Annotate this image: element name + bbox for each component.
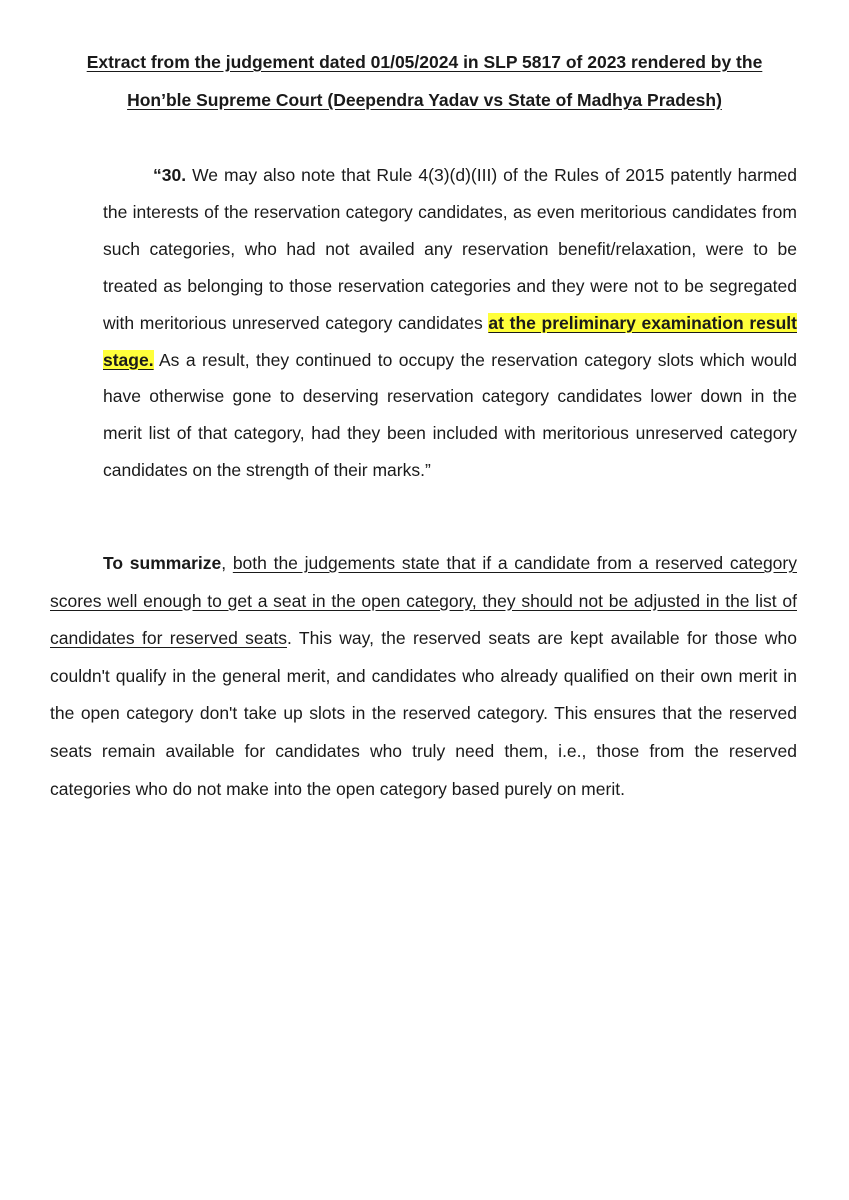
- summary-underlined-text: both the judgements state that if a candidate from a reserved category scores well enough to get a seat in the open category, they should not be adjusted in the list of candidates for reserved seats: [50, 553, 797, 649]
- document-title-line-2: Hon’ble Supreme Court (Deependra Yadav vs State of Madhya Pradesh): [127, 90, 722, 110]
- summary-rest-text: . This way, the reserved seats are kept available for those who couldn't qualify in the general merit, and candidates who already qualified on their own merit in the open category don't take up slots in the reserved category. This ensures that the reserved seats remain available for candidates who truly need them, i.e., those from the reserved categories who do not make into the open category based purely on merit.: [50, 628, 798, 799]
- quote-open-mark: “: [153, 165, 162, 185]
- document-title-line-1: Extract from the judgement dated 01/05/2024 in SLP 5817 of 2023 rendered by the: [86, 52, 763, 72]
- paragraph-number: 30.: [161, 165, 187, 185]
- summary-comma: ,: [221, 553, 233, 573]
- quote-text-after-highlight: As a result, they continued to occupy the reservation category slots which would have otherwise gone to deserving reservation category candidates lower down in the merit list of that category, had they been included with meritorious unreserved category candidates on the strength of their marks.”: [103, 349, 797, 481]
- summary-paragraph: [50, 545, 797, 808]
- quoted-paragraph-30: [103, 157, 797, 489]
- summary-lead: To summarize: [103, 553, 222, 573]
- highlighted-phrase: at the preliminary examination result stage.: [103, 312, 797, 370]
- quote-text-before-highlight: We may also note that Rule 4(3)(d)(III) of the Rules of 2015 patently harmed the interests of the reservation category candidates, as even meritorious candidates from such categories, who had not availed any reservation benefit/relaxation, were to be treated as belonging to those reservation categories and they were not to be segregated with meritorious unreserved category candidates: [103, 165, 797, 333]
